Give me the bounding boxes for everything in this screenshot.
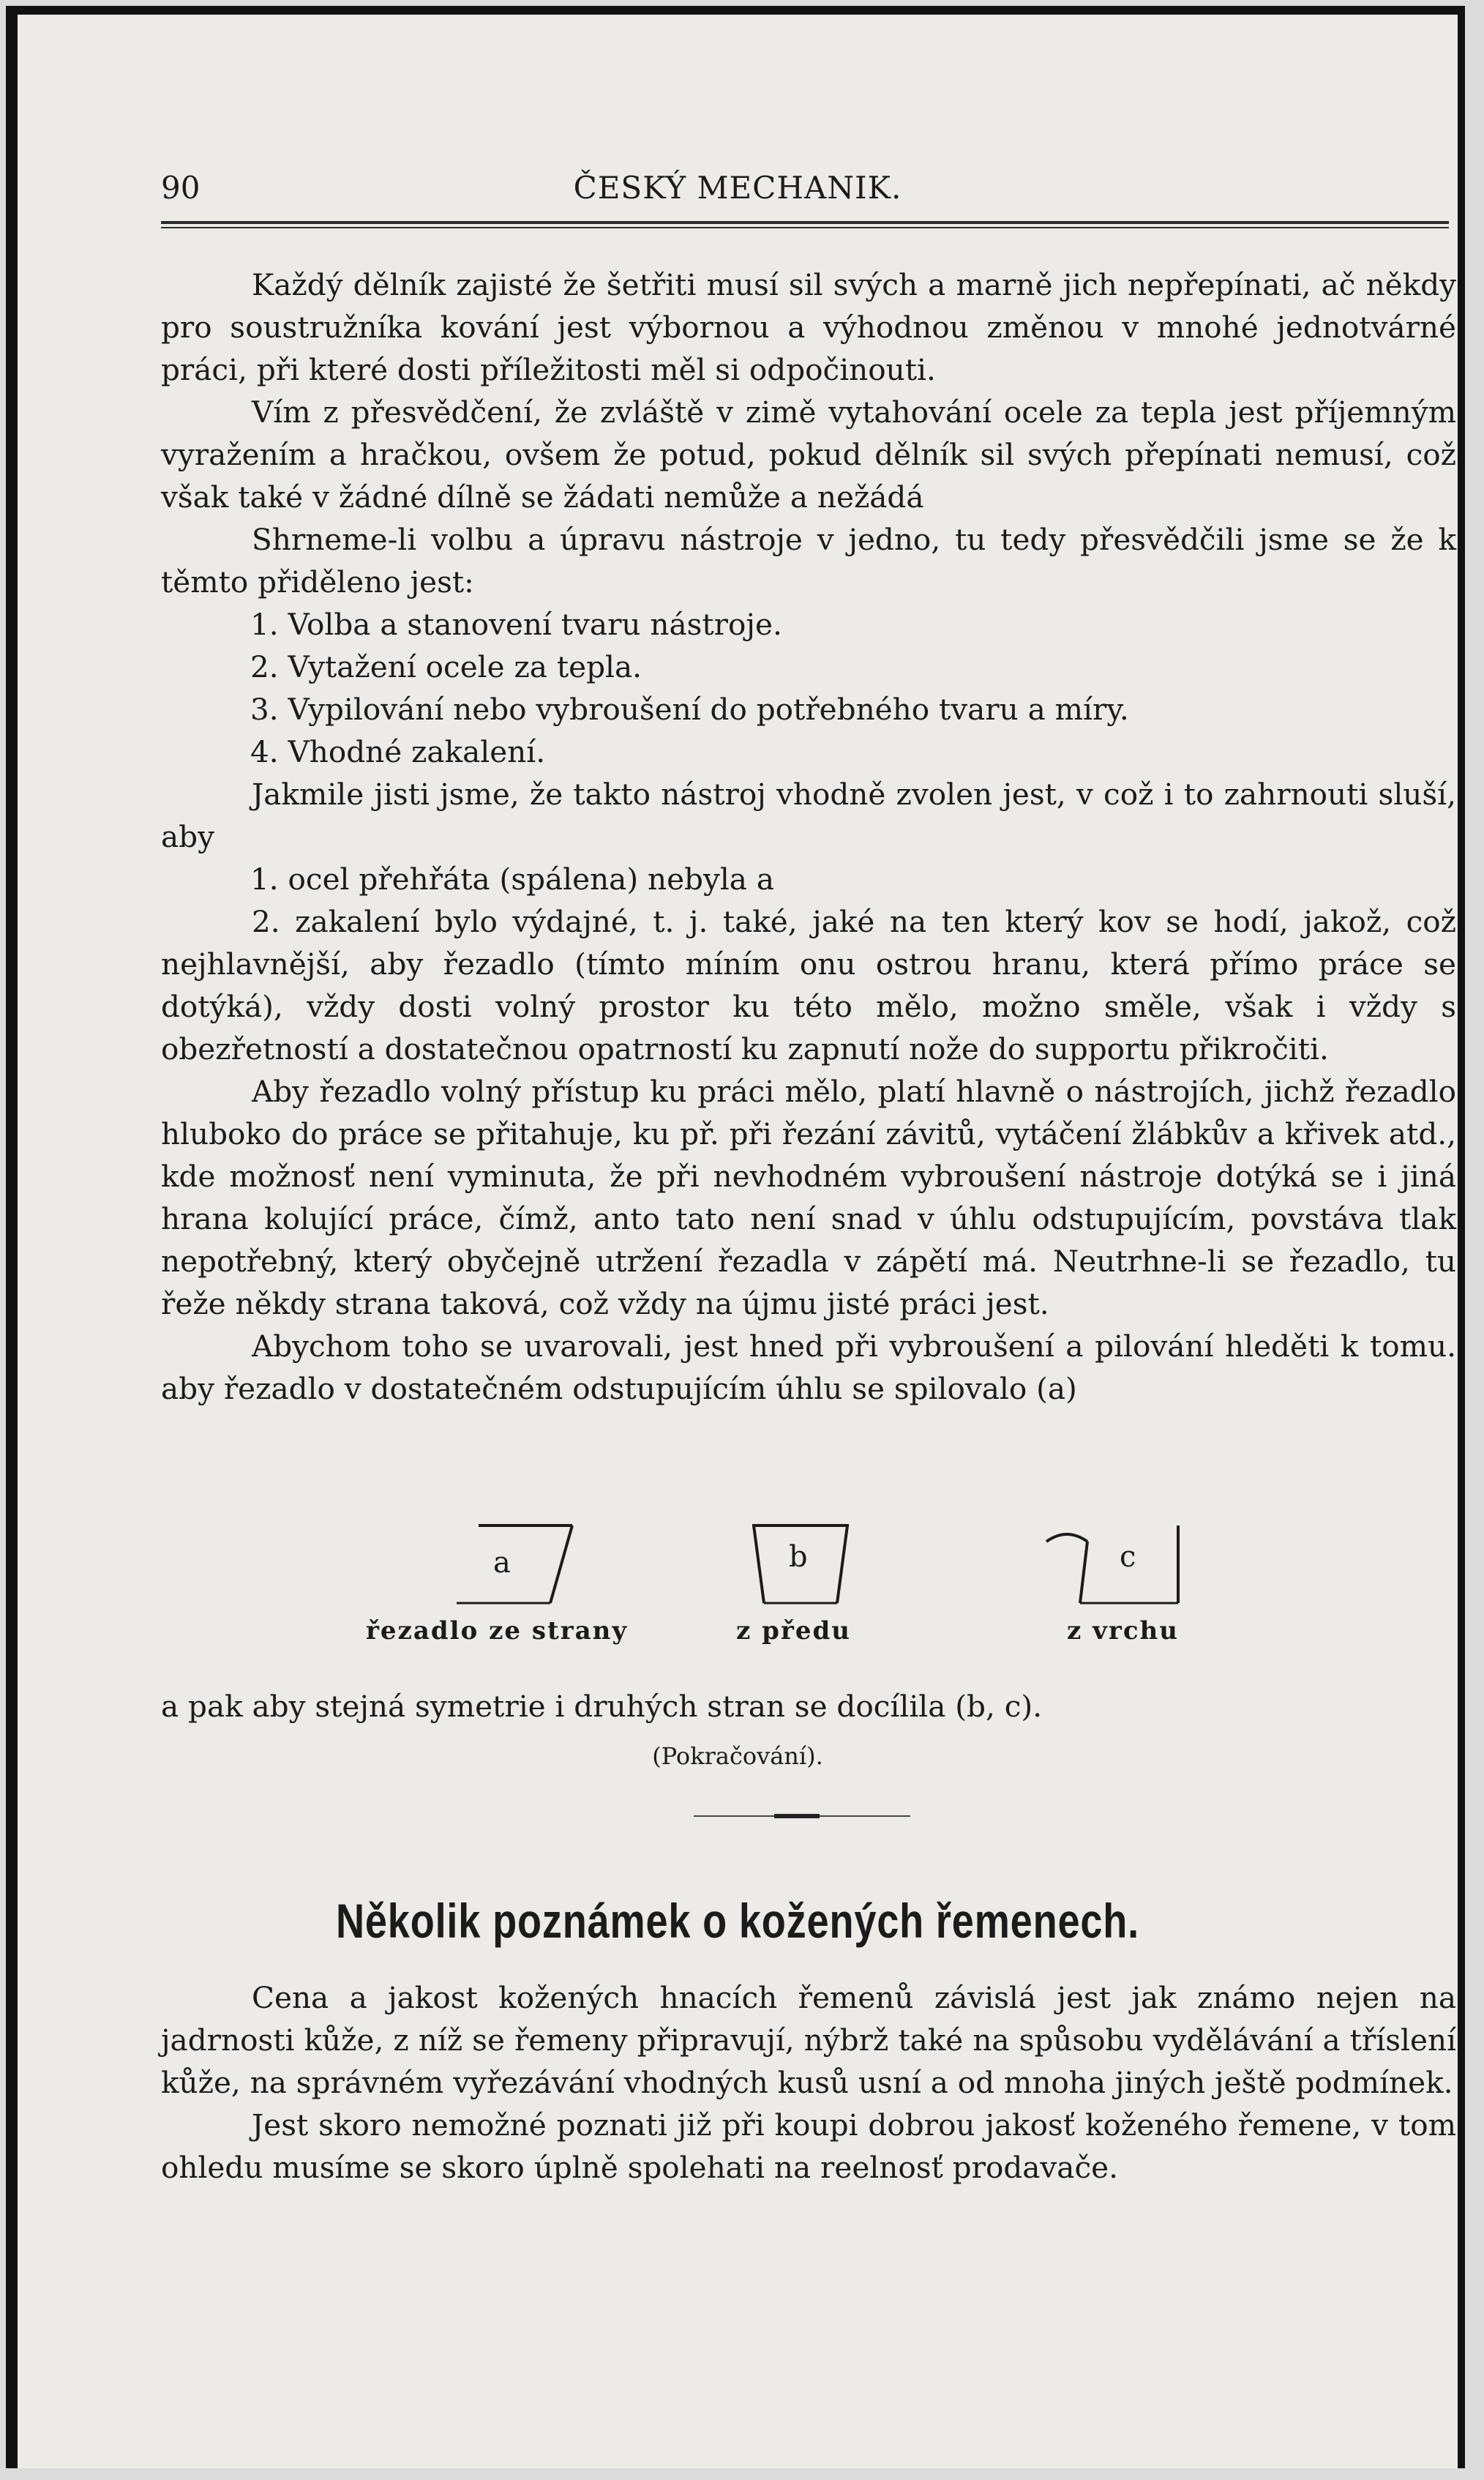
- figure-c-label: c: [1120, 1540, 1136, 1574]
- header-rule: [161, 221, 1449, 224]
- figure-a-caption: řezadlo ze strany: [366, 1616, 629, 1646]
- figure-c-top-view: [1042, 1521, 1196, 1609]
- page-frame: [6, 6, 1465, 2468]
- list-item: 1. ocel přehřáta (spálena) nebyla a: [250, 862, 774, 897]
- article-body: [161, 264, 1456, 1410]
- paragraph: 2. zakalení bylo výdajné, t. j. také, jaké na ten který kov se hodí, jakož, což nejhlavnější, aby řezadlo (tímto míním onu ostrou hranu, která přímo práce se dotýká), vždy dosti volný prostor ku této mělo, možno směle, však i vždy s obezřetností a dostatečnou opatrností ku zapnutí nože do supportu přikročiti.: [161, 904, 1456, 1067]
- figure-a-label: a: [493, 1546, 511, 1580]
- article2-body: [161, 1976, 1456, 2189]
- document-page: [18, 15, 1458, 2468]
- figure-b-caption: z předu: [736, 1616, 851, 1646]
- figure-c-caption: z vrchu: [1067, 1616, 1179, 1646]
- header-rule-thin: [161, 227, 1449, 228]
- list-item: 3. Vypilování nebo vybroušení do potřebného tvaru a míry.: [250, 692, 1129, 727]
- figure-b-label: b: [789, 1540, 808, 1574]
- page-number: 90: [161, 170, 201, 206]
- journal-title: ČESKÝ MECHANIK.: [573, 170, 902, 206]
- paragraph: Aby řezadlo volný přístup ku práci mělo, platí hlavně o nástrojích, jichž řezadlo hluboko do práce se přitahuje, ku př. při řezání závitů, vytáčení žlábkův a křivek atd., kde možnosť není vyminuta, že při nevhodném vybroušení nástroje dotýká se i jiná hrana kolující práce, čímž, anto tato není snad v úhlu odstupujícím, povstáva tlak nepotřebný, který obyčejně utržení řezadla v zápětí má. Neutrhne-li se řezadlo, tu řeže někdy strana taková, což vždy na újmu jisté práci jest.: [161, 1074, 1456, 1321]
- section-separator-center: [774, 1814, 820, 1818]
- list-item: 1. Volba a stanovení tvaru nástroje.: [250, 607, 782, 642]
- paragraph: Jest skoro nemožné poznati již při koupi dobrou jakosť koženého řemene, v tom ohledu musíme se skoro úplně spolehati na reelnosť prodavače.: [161, 2107, 1456, 2185]
- figure-follow-text: a pak aby stejná symetrie i druhých stran se docílila (b, c).: [161, 1689, 1043, 1724]
- list-item: 2. Vytažení ocele za tepla.: [250, 649, 642, 684]
- tool-figures: [18, 1521, 1458, 1667]
- list-item: 4. Vhodné zakalení.: [250, 734, 546, 769]
- paragraph: Cena a jakost kožených hnacích řemenů závislá jest jak známo nejen na jadrnosti kůže, z níž se řemeny připravují, nýbrž také na spůsobu vydělávání a tříslení kůže, na správném vyřezávání vhodných kusů usní a od mnoha jiných ještě podmínek.: [161, 1980, 1456, 2100]
- paragraph: Každý dělník zajisté že šetřiti musí sil svých a marně jich nepřepínati, ač někdy pro soustružníka kování jest výbornou a výhodnou změnou v mnohé jednotvárné práci, při které dosti příležitosti měl si odpočinouti.: [161, 267, 1456, 387]
- paragraph: Abychom toho se uvarovali, jest hned při vybroušení a pilování hleděti k tomu. aby řezadlo v dostatečném odstupujícím úhlu se spilovalo (a): [161, 1329, 1456, 1406]
- figure-a-side-view: [442, 1521, 588, 1609]
- article-heading: Několik poznámek o kožených řemenech.: [335, 1894, 1140, 1948]
- paragraph: Vím z přesvědčení, že zvláště v zimě vytahování ocele za tepla jest příjemným vyražením a hračkou, ovšem že potud, pokud dělník sil svých přepínati nemusí, což však také v žádné dílně se žádati nemůže a nežádá: [161, 395, 1456, 515]
- paragraph: Jakmile jisti jsme, že takto nástroj vhodně zvolen jest, v což i to zahrnouti sluší, aby: [161, 777, 1456, 854]
- paragraph: Shrneme-li volbu a úpravu nástroje v jedno, tu tedy přesvědčili jsme se že k těmto přiděleno jest:: [161, 522, 1456, 600]
- running-header: [18, 170, 1458, 214]
- continuation-note: (Pokračování).: [652, 1742, 823, 1770]
